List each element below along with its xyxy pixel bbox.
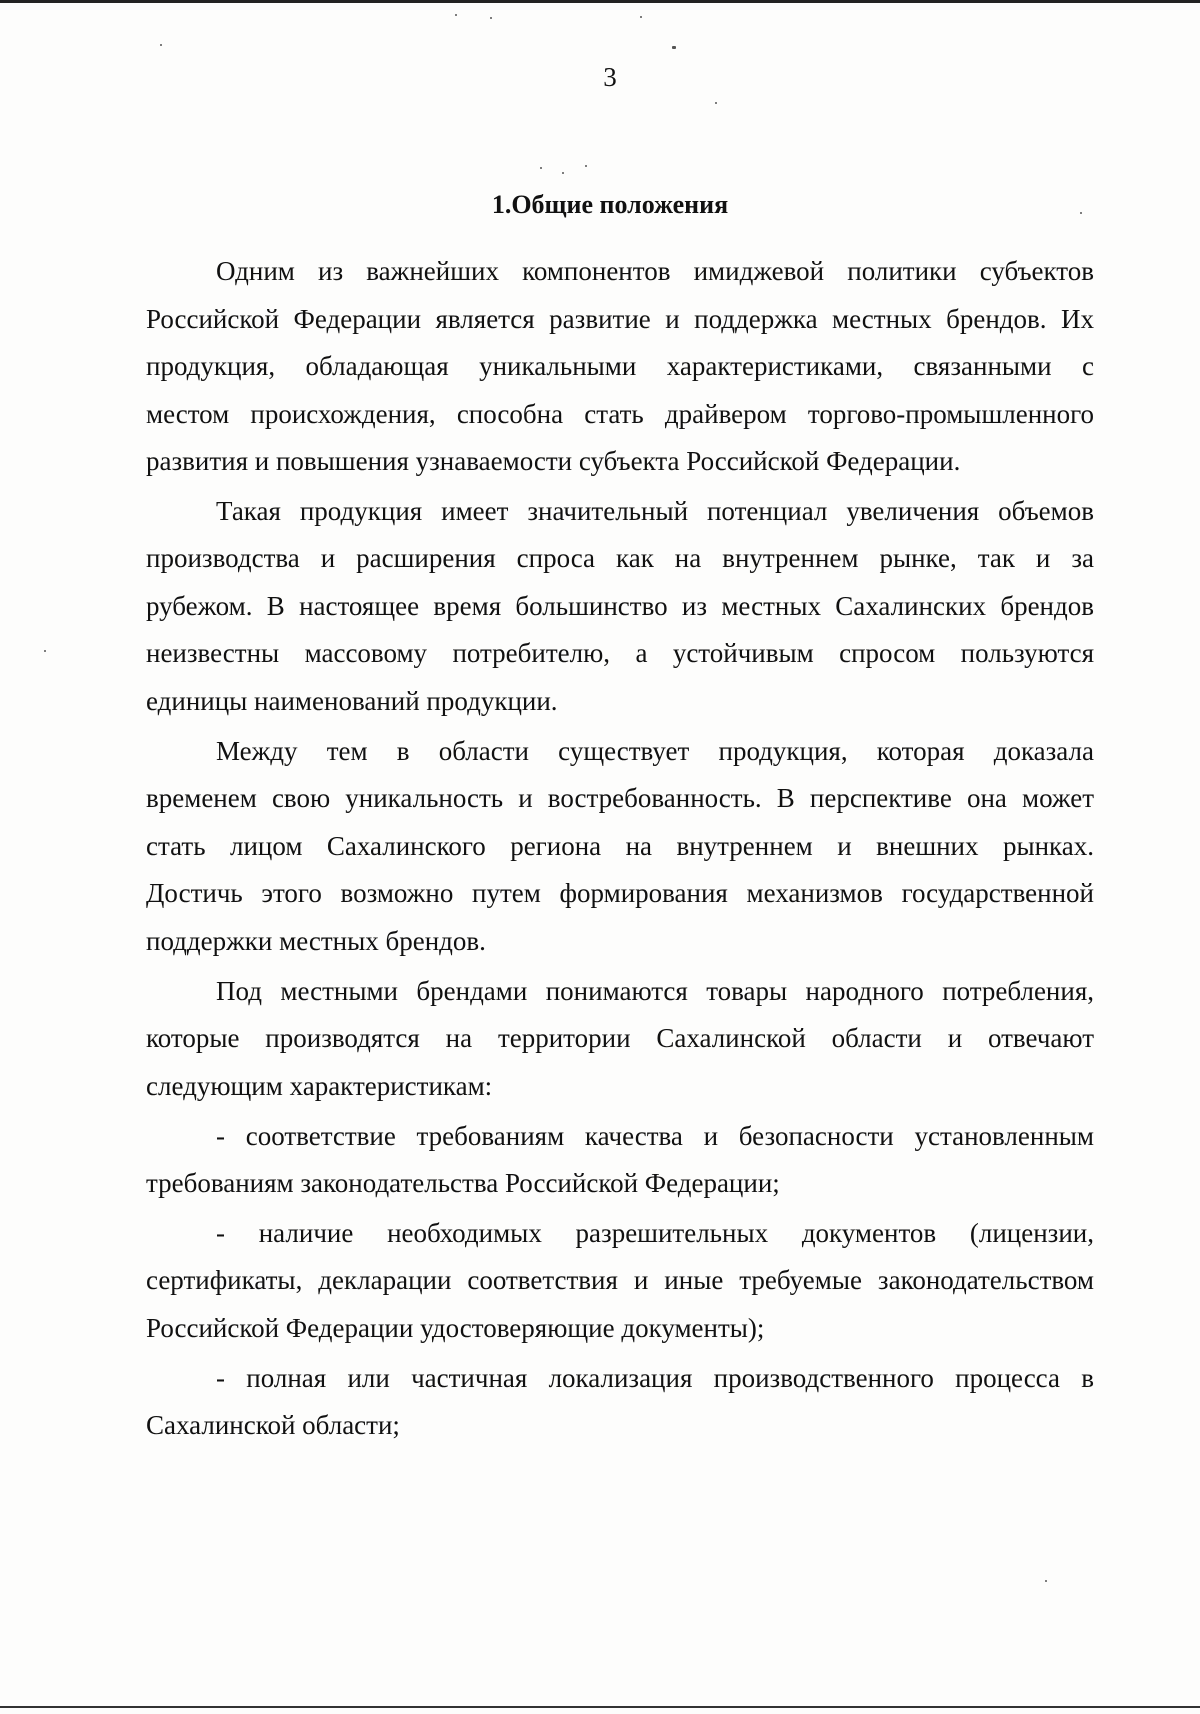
paragraph: [146, 488, 1094, 726]
scan-speck: [455, 14, 457, 16]
scan-speck: [540, 167, 542, 169]
text-line: Под местными брендами понимаются товары народного потребления,: [216, 975, 1094, 1006]
scan-edge-bottom: [0, 1706, 1200, 1708]
text-line: поддержки местных брендов.: [146, 925, 486, 956]
paragraph: [146, 968, 1094, 1111]
scan-speck: [715, 102, 717, 104]
scan-speck: [1080, 212, 1082, 214]
text-line: требованиям законодательства Российской Федерации;: [146, 1168, 780, 1199]
text-line: Сахалинской области;: [146, 1410, 400, 1441]
text-line: - полная или частичная локализация производственного процесса в: [216, 1362, 1094, 1393]
text-line: Такая продукция имеет значительный потенциал увеличения объемов: [216, 495, 1094, 526]
text-line: - наличие необходимых разрешительных документов (лицензии,: [216, 1217, 1094, 1248]
paragraph: [146, 248, 1094, 486]
paragraph: [146, 1113, 1094, 1208]
text-line: Достичь этого возможно путем формирования механизмов государственной: [146, 878, 1094, 909]
text-line: Между тем в области существует продукция, которая доказала: [216, 735, 1094, 766]
text-line: которые производятся на территории Сахалинской области и отвечают: [146, 1023, 1094, 1054]
scan-speck: [490, 17, 492, 19]
section-heading: 1.Общие положения: [491, 190, 729, 219]
paragraph: [146, 728, 1094, 966]
scan-speck: [44, 650, 46, 652]
text-line: единицы наименований продукции.: [146, 685, 558, 716]
scan-speck: [1045, 1580, 1047, 1582]
text-line: временем свою уникальность и востребованность. В перспективе она может: [146, 783, 1094, 814]
document-body: [146, 248, 1094, 1450]
text-line: стать лицом Сахалинского региона на внутреннем и внешних рынках.: [146, 830, 1094, 861]
text-line: рубежом. В настоящее время большинство из местных Сахалинских брендов: [146, 590, 1094, 621]
text-line: - соответствие требованиям качества и безопасности установленным: [216, 1120, 1094, 1151]
scan-speck: [585, 165, 587, 167]
page-number: 3: [603, 62, 617, 92]
text-line: Российской Федерации является развитие и поддержка местных брендов. Их: [146, 303, 1094, 334]
scan-speck: [160, 44, 162, 46]
text-line: Российской Федерации удостоверяющие документы);: [146, 1312, 765, 1343]
text-line: неизвестны массовому потребителю, а устойчивым спросом пользуются: [146, 638, 1094, 669]
scan-speck: [672, 46, 676, 49]
text-line: местом происхождения, способна стать драйвером торгово-промышленного: [146, 398, 1094, 429]
text-line: развития и повышения узнаваемости субъекта Российской Федерации.: [146, 446, 961, 476]
scan-edge-top: [0, 0, 1200, 3]
scan-speck: [562, 172, 564, 174]
scan-speck: [640, 16, 642, 18]
paragraph: [146, 1355, 1094, 1450]
text-line: следующим характеристикам:: [146, 1070, 493, 1101]
text-line: Одним из важнейших компонентов имиджевой политики субъектов: [216, 256, 1094, 286]
paragraph: [146, 1210, 1094, 1353]
text-line: продукция, обладающая уникальными характеристиками, связанными с: [146, 351, 1094, 381]
text-line: сертификаты, декларации соответствия и иные требуемые законодательством: [146, 1265, 1094, 1296]
text-line: производства и расширения спроса как на внутреннем рынке, так и за: [146, 543, 1094, 574]
